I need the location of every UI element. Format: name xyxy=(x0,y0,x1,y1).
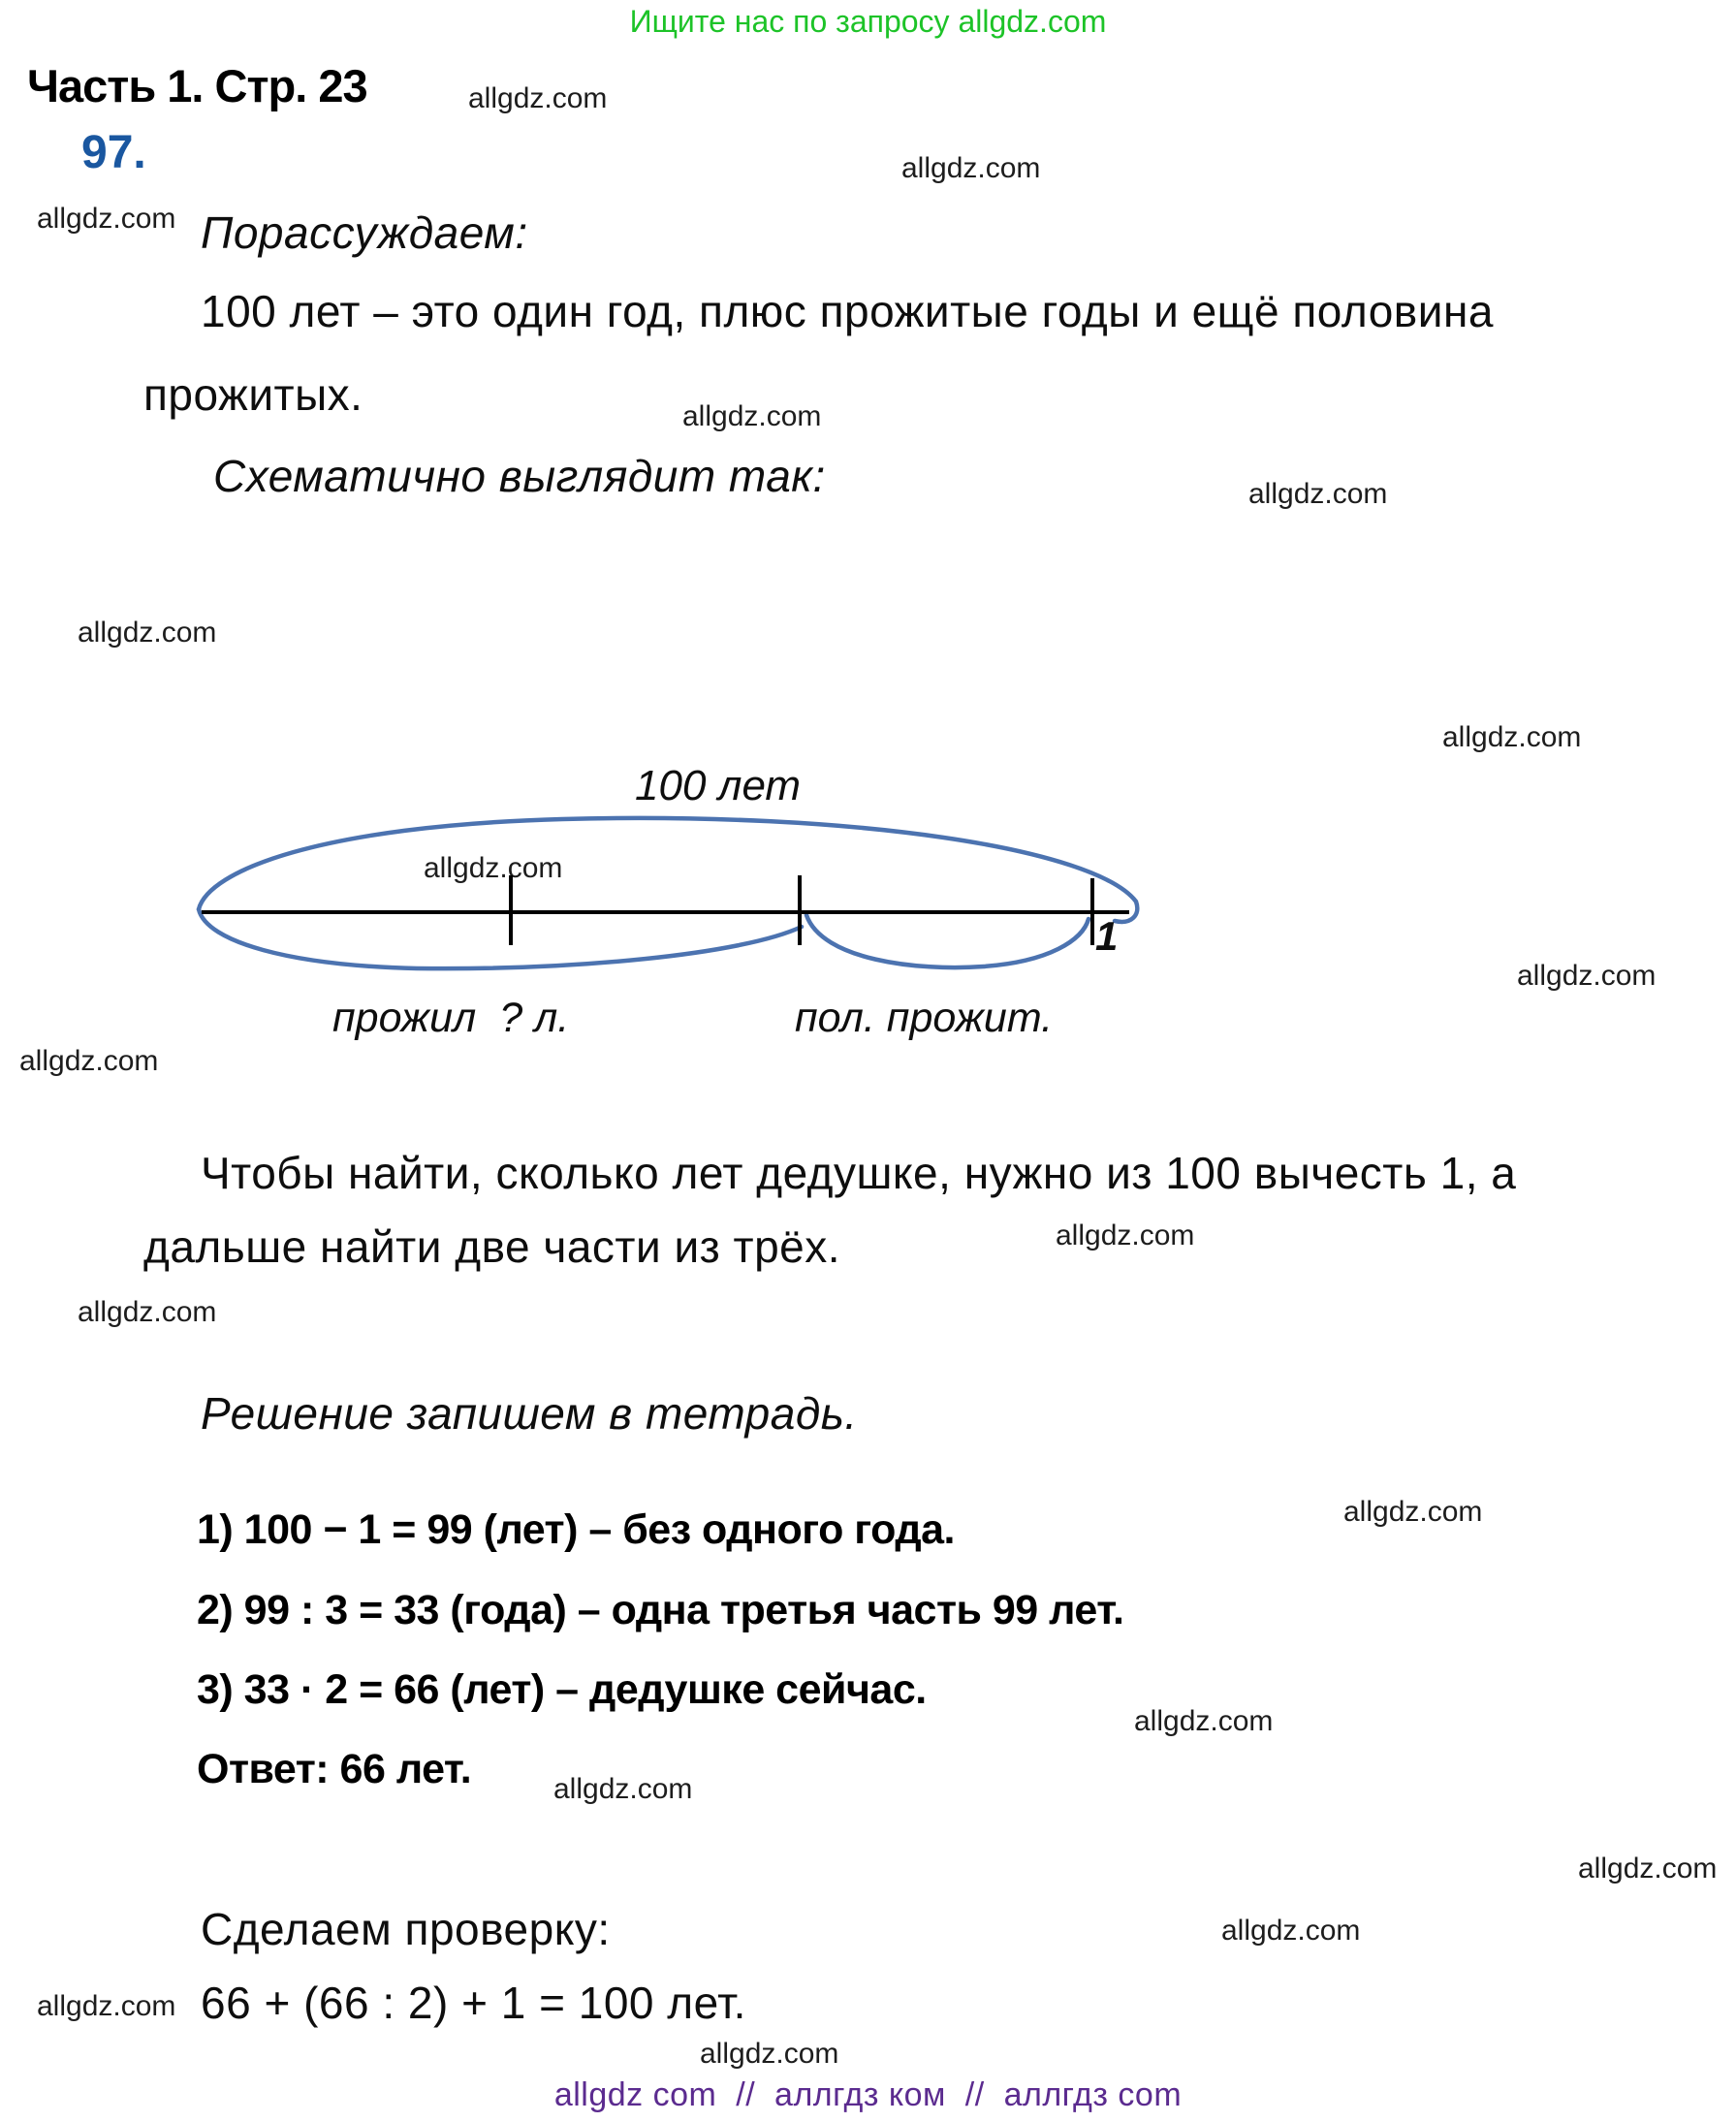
watermark: allgdz.com xyxy=(78,1296,217,1328)
big-oval-top-curve xyxy=(199,818,1137,922)
solution-heading: Решение запишем в тетрадь. xyxy=(201,1388,858,1439)
watermark: allgdz.com xyxy=(1134,1705,1274,1737)
half-arc-curve xyxy=(806,915,1089,967)
task-number: 97. xyxy=(81,127,146,178)
page-title: Часть 1. Стр. 23 xyxy=(27,60,367,111)
watermark: allgdz.com xyxy=(700,2038,839,2070)
explanation-line-1: Чтобы найти, сколько лет дедушке, нужно из 100 вычесть 1, а xyxy=(201,1148,1517,1198)
intro-line-2: прожитых. xyxy=(143,369,363,420)
watermark: allgdz.com xyxy=(37,1990,176,2022)
solution-step-1: 1) 100 − 1 = 99 (лет) – без одного года. xyxy=(197,1506,956,1553)
schema-heading: Схематично выглядит так: xyxy=(213,451,826,501)
big-oval-bottom-curve xyxy=(199,909,802,968)
check-expression: 66 + (66 : 2) + 1 = 100 лет. xyxy=(201,1978,746,2028)
watermark: allgdz.com xyxy=(1442,721,1582,753)
half-lived-label: пол. прожит. xyxy=(795,995,1054,1041)
solution-step-2: 2) 99 : 3 = 33 (года) – одна третья часть 99 лет. xyxy=(197,1587,1124,1633)
total-years-label: 100 лет xyxy=(635,762,802,809)
watermark: allgdz.com xyxy=(901,152,1041,184)
explanation-line-2: дальше найти две части из трёх. xyxy=(143,1221,841,1272)
watermark: allgdz.com xyxy=(1248,478,1388,510)
watermark: allgdz.com xyxy=(1517,960,1657,992)
watermark: allgdz.com xyxy=(78,617,217,649)
footer-note: allgdz com // аллгдз ком // аллгдз com xyxy=(553,2076,1183,2113)
lived-years-label: прожил ? л. xyxy=(332,995,570,1041)
solution-step-3: 3) 33 · 2 = 66 (лет) – дедушке сейчас. xyxy=(197,1666,927,1713)
site-promo-note: Ищите нас по запросу allgdz.com xyxy=(629,4,1107,39)
diagram-canvas xyxy=(174,805,1153,989)
watermark: allgdz.com xyxy=(553,1773,693,1805)
watermark: allgdz.com xyxy=(19,1045,159,1077)
watermark: allgdz.com xyxy=(424,852,563,884)
watermark: allgdz.com xyxy=(468,82,608,114)
watermark: allgdz.com xyxy=(1221,1915,1361,1947)
watermark: allgdz.com xyxy=(37,203,176,235)
answer-line: Ответ: 66 лет. xyxy=(197,1746,472,1792)
watermark: allgdz.com xyxy=(682,400,822,432)
watermark: allgdz.com xyxy=(1343,1496,1483,1528)
reasoning-heading: Порассуждаем: xyxy=(201,207,528,258)
one-year-label: 1 xyxy=(1095,913,1119,959)
intro-line-1: 100 лет – это один год, плюс прожитые годы и ещё половина xyxy=(201,286,1494,336)
check-heading: Сделаем проверку: xyxy=(201,1904,611,1954)
watermark: allgdz.com xyxy=(1578,1853,1718,1884)
watermark: allgdz.com xyxy=(1056,1219,1195,1251)
